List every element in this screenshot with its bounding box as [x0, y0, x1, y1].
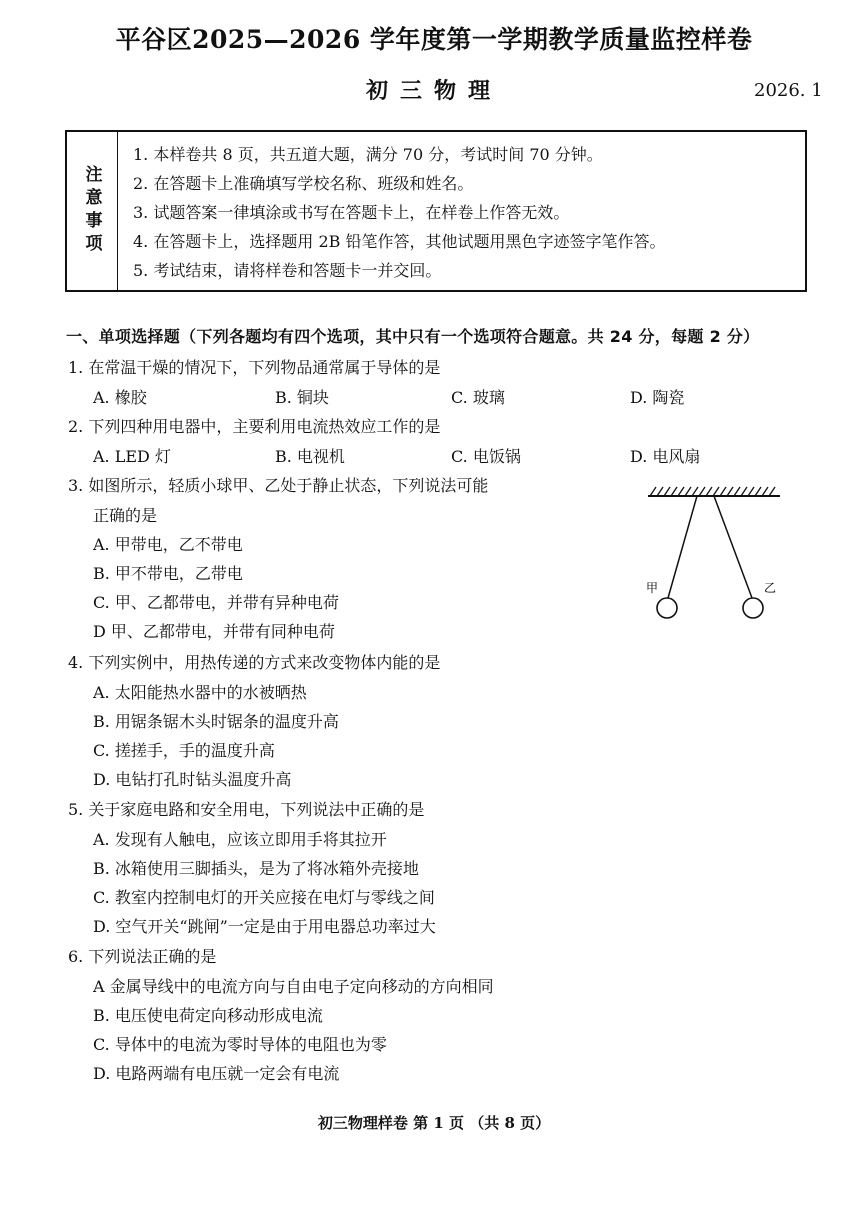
option: A. 橡胶 [93, 388, 147, 407]
notice-heading: 注意事项 [81, 165, 102, 257]
ball-yi [743, 598, 763, 618]
label-jia: 甲 [646, 581, 659, 595]
option: B. 铜块 [275, 388, 329, 407]
thread-right [714, 496, 752, 598]
option: A. LED 灯 [93, 447, 171, 466]
option: D. 陶瓷 [630, 388, 685, 407]
option: C. 甲、乙都带电，并带有异种电荷 [93, 593, 339, 612]
question-stem-continued: 正确的是 [93, 506, 158, 525]
option: D. 电风扇 [630, 447, 701, 466]
exam-subject: 初三物理 [365, 78, 502, 104]
ceiling-hatching [650, 487, 775, 496]
section-heading: 一、单项选择题（下列各题均有四个选项，其中只有一个选项符合题意。共 24 分，每题 2 分） [66, 327, 760, 346]
option: B. 甲不带电，乙带电 [93, 564, 243, 583]
question-stem: 6. 下列说法正确的是 [68, 947, 217, 966]
option: A 金属导线中的电流方向与自由电子定向移动的方向相同 [93, 977, 494, 996]
page-footer: 初三物理样卷 第 1 页 （共 8 页） [317, 1114, 551, 1132]
option: D 甲、乙都带电，并带有同种电荷 [93, 622, 335, 641]
exam-title: 平谷区2025—2026 学年度第一学期教学质量监控样卷 [115, 25, 753, 54]
option: B. 电压使电荷定向移动形成电流 [93, 1006, 323, 1025]
option: C. 电饭锅 [451, 447, 521, 466]
notice-item: 4. 在答题卡上，选择题用 2B 铅笔作答，其他试题用黑色字迹签字笔作答。 [133, 232, 666, 251]
option: A. 甲带电，乙不带电 [93, 535, 243, 554]
label-yi: 乙 [764, 581, 777, 595]
notice-item: 1. 本样卷共 8 页，共五道大题，满分 70 分，考试时间 70 分钟。 [133, 145, 603, 164]
question-stem: 1. 在常温干燥的情况下，下列物品通常属于导体的是 [68, 358, 441, 377]
thread-left [668, 496, 697, 598]
option: A. 发现有人触电，应该立即用手将其拉开 [93, 830, 387, 849]
option: C. 玻璃 [451, 388, 505, 407]
option: B. 电视机 [275, 447, 345, 466]
pendulum-figure [640, 484, 790, 624]
option: A. 太阳能热水器中的水被晒热 [93, 683, 307, 702]
notice-list [133, 140, 797, 285]
question-stem: 2. 下列四种用电器中，主要利用电流热效应工作的是 [68, 417, 441, 436]
question-stem: 4. 下列实例中，用热传递的方式来改变物体内能的是 [68, 653, 441, 672]
option: C. 搓搓手，手的温度升高 [93, 741, 275, 760]
option-row [93, 385, 833, 411]
notice-box [65, 130, 807, 292]
option: D. 电钻打孔时钻头温度升高 [93, 770, 292, 789]
ball-jia [657, 598, 677, 618]
notice-heading-cell [67, 132, 118, 290]
notice-item: 3. 试题答案一律填涂或书写在答题卡上，在样卷上作答无效。 [133, 203, 570, 222]
option: C. 教室内控制电灯的开关应接在电灯与零线之间 [93, 888, 435, 907]
notice-item: 5. 考试结束，请将样卷和答题卡一并交回。 [133, 261, 442, 280]
notice-item: 2. 在答题卡上准确填写学校名称、班级和姓名。 [133, 174, 474, 193]
option: B. 用锯条锯木头时锯条的温度升高 [93, 712, 339, 731]
question-stem: 3. 如图所示，轻质小球甲、乙处于静止状态，下列说法可能 [68, 476, 489, 495]
exam-date: 2026. 1 [754, 80, 823, 101]
option: C. 导体中的电流为零时导体的电阻也为零 [93, 1035, 387, 1054]
option: D. 空气开关“跳闸”一定是由于用电器总功率过大 [93, 917, 436, 936]
option: B. 冰箱使用三脚插头，是为了将冰箱外壳接地 [93, 859, 419, 878]
option: D. 电路两端有电压就一定会有电流 [93, 1064, 340, 1083]
option-row [93, 444, 833, 470]
question-stem: 5. 关于家庭电路和安全用电，下列说法中正确的是 [68, 800, 425, 819]
